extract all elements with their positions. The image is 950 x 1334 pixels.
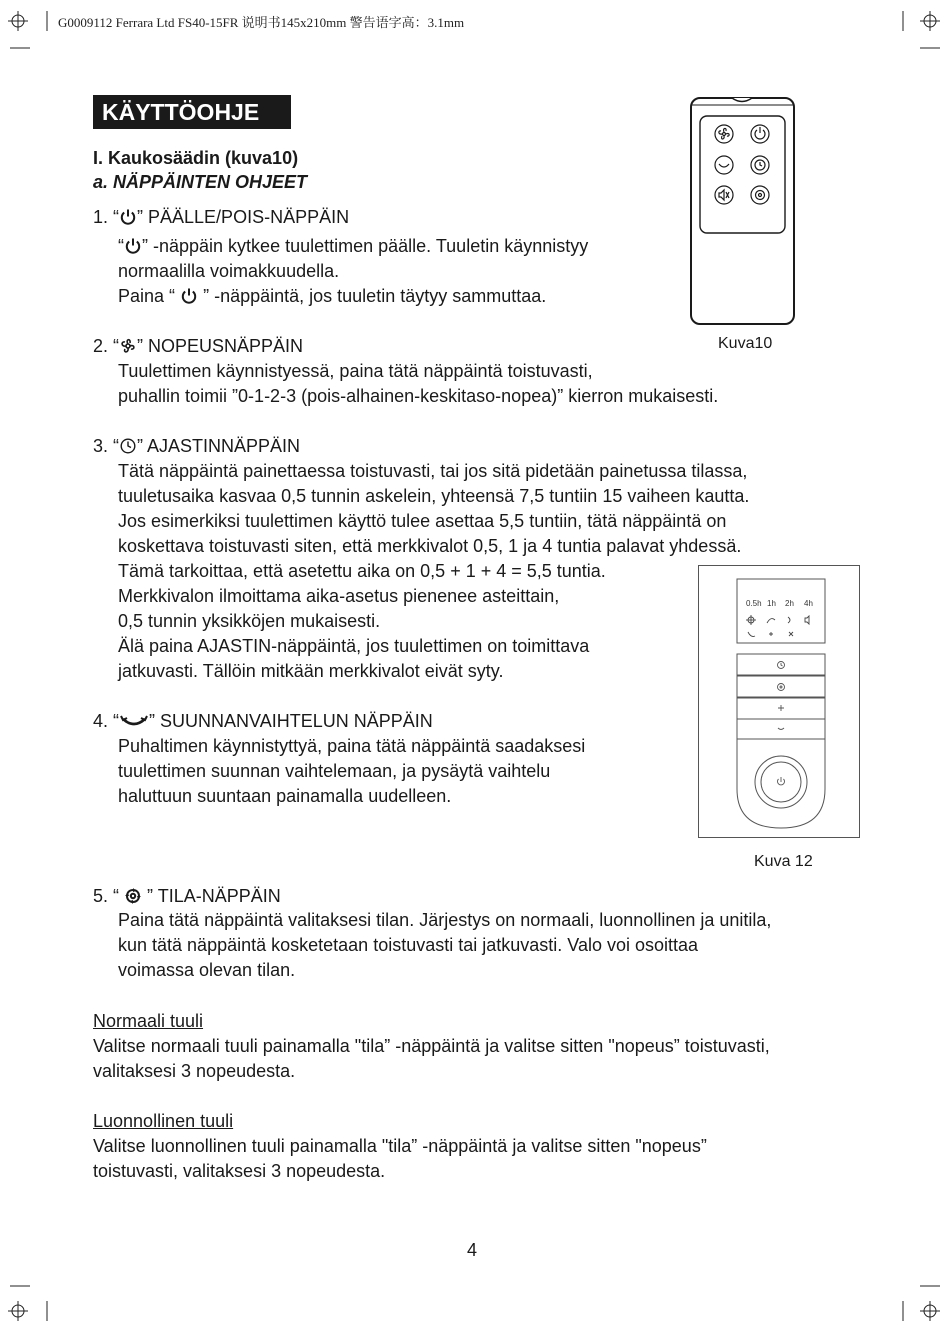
item-timer-line-2: tuuletusaika kasvaa 0,5 tunnin askelein, yhteensä 7,5 tuntiin 15 vaiheen kautta. <box>118 486 750 506</box>
item-power-line-3: Paina “ ” -näppäintä, jos tuuletin täytyy sammuttaa. <box>118 286 547 306</box>
item-power-heading: 1. “ ” PÄÄLLE/POIS-NÄPPÄIN <box>93 207 350 227</box>
item-swing-line-2: tuulettimen suunnan vaihtelemaan, ja pysäytä vaihtelu <box>118 761 551 781</box>
fan-speed-icon <box>119 337 137 355</box>
power-icon <box>180 287 198 305</box>
item-timer-line-7: 0,5 tunnin yksikköjen mukaisesti. <box>118 611 381 631</box>
normal-wind-heading: Normaali tuuli <box>93 1011 204 1031</box>
item-swing-heading: 4. “ ” SUUNNANVAIHTELUN NÄPPÄIN <box>93 711 433 731</box>
section-subheading: a. NÄPPÄINTEN OHJEET <box>93 172 308 192</box>
normal-wind-line-1: Valitse normaali tuuli painamalla "tila” -näppäintä ja valitse sitten "nopeus” toistuvasti, <box>93 1036 770 1056</box>
item-timer-line-3: Jos esimerkiksi tuulettimen käyttö tulee asettaa 5,5 tuntiin, tätä näppäintä on <box>118 511 727 531</box>
natural-wind-line-1: Valitse luonnollinen tuuli painamalla "tila” -näppäintä ja valitse sitten "nopeus” <box>93 1136 707 1156</box>
item-timer-heading: 3. “ ” AJASTINNÄPPÄIN <box>93 436 301 456</box>
page-number: 4 <box>467 1240 478 1260</box>
item-speed-heading: 2. “ ” NOPEUSNÄPPÄIN <box>93 336 304 356</box>
item-speed-line-2: puhallin toimii ”0-1-2-3 (pois-alhainen-keskitaso-nopea)” kierron mukaisesti. <box>118 386 719 406</box>
item-mode-line-1: Paina tätä näppäintä valitaksesi tilan. Järjestys on normaali, luonnollinen ja unitila, <box>118 910 772 930</box>
item-timer-line-9: jatkuvasti. Tällöin mitkään merkkivalot eivät syty. <box>118 661 504 681</box>
remote-control-figure <box>688 95 798 327</box>
natural-wind-line-2: toistuvasti, valitaksesi 3 nopeudesta. <box>93 1161 386 1181</box>
timer-label-1h: 1h <box>767 599 776 608</box>
section-heading: I. Kaukosäädin (kuva10) <box>93 148 299 168</box>
timer-icon <box>119 437 137 455</box>
item-swing-line-1: Puhaltimen käynnistyttyä, paina tätä näppäintä saadaksesi <box>118 736 586 756</box>
item-swing-line-3: haluttuun suuntaan painamalla uudelleen. <box>118 786 452 806</box>
natural-wind-heading: Luonnollinen tuuli <box>93 1111 234 1131</box>
item-timer-line-8: Älä paina AJASTIN-näppäintä, jos tuulettimen on toimittava <box>118 636 590 656</box>
mode-icon <box>124 887 142 905</box>
timer-label-4h: 4h <box>804 599 813 608</box>
swing-icon <box>119 714 149 730</box>
item-power-line-1: “ ” -näppäin kytkee tuulettimen päälle. Tuuletin käynnistyy <box>118 236 589 256</box>
control-panel-drawing <box>699 566 859 837</box>
power-icon <box>119 208 137 226</box>
figure-10-caption: Kuva10 <box>718 335 773 352</box>
timer-label-0-5h: 0.5h <box>746 599 762 608</box>
item-timer-line-4: koskettava toistuvasti siten, että merkkivalot 0,5, 1 ja 4 tuntia palavat yhdessä. <box>118 536 742 556</box>
item-power-line-2: normaalilla voimakkuudella. <box>118 261 340 281</box>
item-speed-line-1: Tuulettimen käynnistyessä, paina tätä näppäintä toistuvasti, <box>118 361 593 381</box>
timer-label-2h: 2h <box>785 599 794 608</box>
control-panel-figure <box>698 565 860 838</box>
item-timer-line-5: Tämä tarkoittaa, että asetettu aika on 0,5 + 1 + 4 = 5,5 tuntia. <box>118 561 606 581</box>
item-mode-heading: 5. “ ” TILA-NÄPPÄIN <box>93 886 281 906</box>
power-icon <box>124 237 142 255</box>
print-header: G0009112 Ferrara Ltd FS40-15FR 说明书145x210mm 警告语字高：3.1mm <box>58 15 465 30</box>
item-mode-line-3: voimassa olevan tilan. <box>118 960 296 980</box>
item-mode-line-2: kun tätä näppäintä kosketetaan toistuvasti tai jatkuvasti. Valo voi osoittaa <box>118 935 699 955</box>
item-timer-line-1: Tätä näppäintä painettaessa toistuvasti, tai jos sitä pidetään painetussa tilassa, <box>118 461 748 481</box>
item-timer-line-6: Merkkivalon ilmoittama aika-asetus pienenee asteittain, <box>118 586 560 606</box>
page-title: KÄYTTÖOHJE <box>93 95 291 129</box>
normal-wind-line-2: valitaksesi 3 nopeudesta. <box>93 1061 296 1081</box>
figure-12-caption: Kuva 12 <box>754 853 813 870</box>
